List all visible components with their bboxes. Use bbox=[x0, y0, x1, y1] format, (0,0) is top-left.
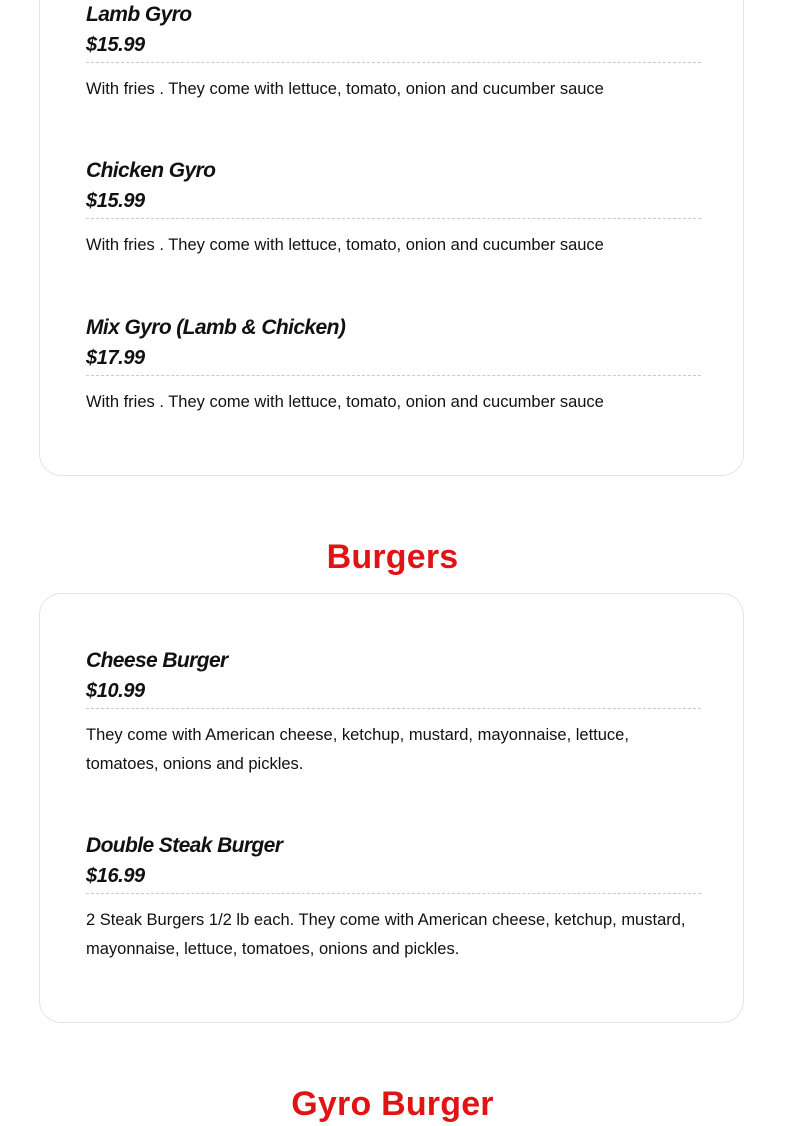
menu-item-price: $10.99 bbox=[86, 680, 145, 702]
menu-item-divider bbox=[86, 893, 701, 894]
menu-item-name: Chicken Gyro bbox=[86, 159, 216, 182]
menu-item-name: Double Steak Burger bbox=[86, 834, 283, 857]
menu-item-price: $17.99 bbox=[86, 347, 145, 369]
menu-item-divider bbox=[86, 218, 701, 219]
menu-item-name: Lamb Gyro bbox=[86, 3, 192, 26]
menu-item-price: $16.99 bbox=[86, 865, 145, 887]
menu-item-divider bbox=[86, 708, 701, 709]
gyros-menu-card bbox=[39, 0, 744, 476]
section-title-burgers: Burgers bbox=[326, 538, 459, 576]
menu-item-price: $15.99 bbox=[86, 190, 145, 212]
section-title-gyro-burger: Gyro Burger bbox=[291, 1085, 494, 1123]
menu-item-name: Cheese Burger bbox=[86, 649, 228, 672]
menu-item-price: $15.99 bbox=[86, 34, 145, 56]
menu-item-description: With fries . They come with lettuce, tomato, onion and cucumber sauce bbox=[86, 393, 604, 411]
menu-item-description: With fries . They come with lettuce, tomato, onion and cucumber sauce bbox=[86, 236, 604, 254]
menu-item-divider bbox=[86, 375, 701, 376]
menu-item-description: They come with American cheese, ketchup, mustard, mayonnaise, lettuce, tomatoes, onions and pickles. bbox=[86, 726, 629, 773]
menu-item-name: Mix Gyro (Lamb & Chicken) bbox=[86, 316, 346, 339]
burgers-menu-card bbox=[39, 593, 744, 1023]
menu-item-description: With fries . They come with lettuce, tomato, onion and cucumber sauce bbox=[86, 80, 604, 98]
menu-item-divider bbox=[86, 62, 701, 63]
menu-item-description: 2 Steak Burgers 1/2 lb each. They come with American cheese, ketchup, mustard, mayonnaise, lettuce, tomatoes, onions and pickles. bbox=[86, 911, 686, 958]
